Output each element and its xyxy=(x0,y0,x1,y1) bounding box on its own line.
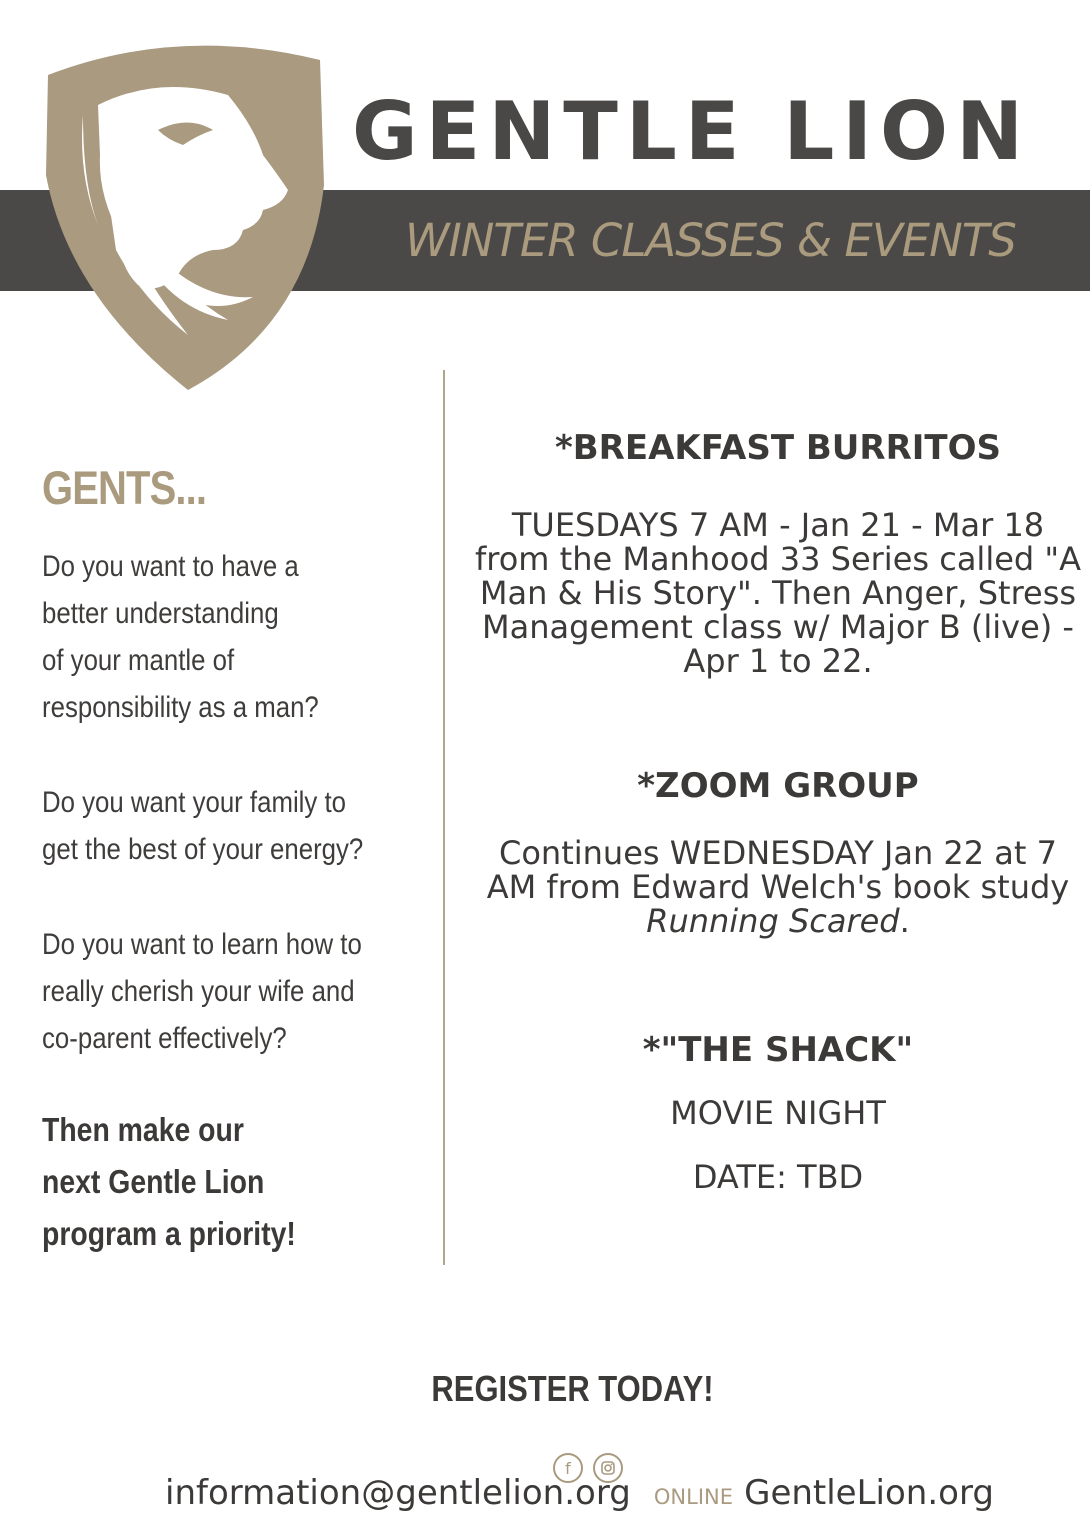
the-shack-title: *"THE SHACK" xyxy=(642,1030,914,1070)
facebook-icon[interactable]: f xyxy=(553,1453,583,1483)
zoom-body-text: Continues WEDNESDAY Jan 22 at 7 AM from Edward Welch's book study xyxy=(486,834,1070,906)
events-column xyxy=(470,428,1086,1196)
lion-shield-logo xyxy=(38,35,326,395)
website-link[interactable]: GentleLion.org xyxy=(744,1473,994,1513)
banner-subtitle: WINTER CLASSES & EVENTS xyxy=(405,214,1016,267)
question-wife: Do you want to learn how to really cherish your wife and co-parent effectively? xyxy=(42,928,362,1055)
question-family: Do you want your family to get the best of your energy? xyxy=(42,786,364,866)
left-column xyxy=(42,460,432,1260)
breakfast-burritos-title: *BREAKFAST BURRITOS xyxy=(554,428,1002,468)
shack-date: DATE: TBD xyxy=(692,1158,864,1196)
zoom-body-end: . xyxy=(899,902,910,940)
zoom-group-title: *ZOOM GROUP xyxy=(637,766,919,806)
contact-footer xyxy=(165,1473,1065,1513)
column-divider xyxy=(443,370,445,1265)
online-label: ONLINE xyxy=(653,1485,733,1509)
breakfast-burritos-details: TUESDAYS 7 AM - Jan 21 - Mar 18 from the Manhood 33 Series called "A Man & His Story". Then Anger, Stress Management class w/ Major B (live) - Apr 1 to 22. xyxy=(475,506,1081,680)
gents-heading: GENTS... xyxy=(42,461,207,514)
call-to-action: Then make our next Gentle Lion program a priority! xyxy=(42,1111,296,1252)
zoom-group-details xyxy=(470,836,1086,938)
brand-title: GENTLE LION xyxy=(352,85,1032,178)
email-link[interactable]: information@gentlelion.org xyxy=(165,1473,631,1513)
zoom-book-title: Running Scared xyxy=(646,902,900,940)
movie-night-label: MOVIE NIGHT xyxy=(670,1094,886,1132)
question-mantle: Do you want to have a better understanding of your mantle of responsibility as a man? xyxy=(42,550,319,724)
register-today: REGISTER TODAY! xyxy=(431,1368,714,1409)
